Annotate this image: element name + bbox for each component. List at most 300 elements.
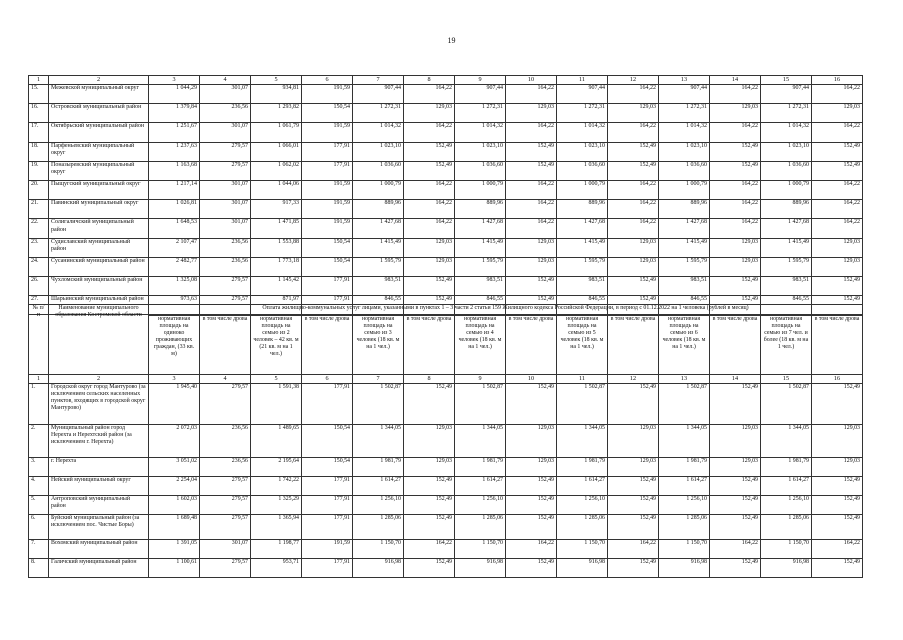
cell-value: 1 251,67 xyxy=(149,123,200,142)
cell-value: 129,03 xyxy=(812,238,863,257)
cell-value: 129,03 xyxy=(812,425,863,458)
column-subheader: в том числе дрова xyxy=(404,316,455,375)
cell-value: 236,56 xyxy=(200,238,251,257)
cell-value: 177,91 xyxy=(302,142,353,161)
cell-value: 1 150,70 xyxy=(659,540,710,559)
cell-value: 152,49 xyxy=(608,296,659,315)
cell-value: 129,03 xyxy=(506,458,557,477)
cell-value: 1 502,87 xyxy=(353,384,404,425)
cell-value: 164,22 xyxy=(812,200,863,219)
cell-value: 1 602,03 xyxy=(149,496,200,515)
cell-value: 150,54 xyxy=(302,425,353,458)
table-row xyxy=(29,85,863,104)
table-row xyxy=(29,180,863,199)
cell-value: 1 344,05 xyxy=(455,425,506,458)
row-number: 19. xyxy=(29,161,49,180)
cell-value: 1 614,27 xyxy=(761,477,812,496)
cell-value: 1 553,88 xyxy=(251,238,302,257)
cell-value: 164,22 xyxy=(404,540,455,559)
cell-value: 301,07 xyxy=(200,85,251,104)
cell-value: 164,22 xyxy=(506,219,557,238)
cell-value: 1 256,10 xyxy=(557,496,608,515)
row-number: 3. xyxy=(29,458,49,477)
cell-value: 129,03 xyxy=(404,458,455,477)
cell-value: 279,57 xyxy=(200,296,251,315)
column-number: 7 xyxy=(353,375,404,384)
cell-value: 164,22 xyxy=(812,180,863,199)
cell-value: 129,03 xyxy=(506,238,557,257)
column-subheader: в том числе дрова xyxy=(710,316,761,375)
cell-value: 152,49 xyxy=(404,142,455,161)
cell-value: 871,97 xyxy=(251,296,302,315)
column-number: 13 xyxy=(659,76,710,85)
cell-value: 2 195,64 xyxy=(251,458,302,477)
cell-value: 279,57 xyxy=(200,477,251,496)
municipality-name: Межевской муниципальный округ xyxy=(49,85,149,104)
municipality-name: Чухломский муниципальный район xyxy=(49,276,149,295)
tariff-table-2 xyxy=(28,304,863,578)
cell-value: 1 595,79 xyxy=(353,257,404,276)
cell-value: 191,59 xyxy=(302,123,353,142)
municipality-name: Шарьинский муниципальный район xyxy=(49,296,149,315)
cell-value: 907,44 xyxy=(659,85,710,104)
cell-value: 1 427,68 xyxy=(659,219,710,238)
cell-value: 1 689,48 xyxy=(149,515,200,540)
table-row xyxy=(29,425,863,458)
column-subheader: в том числе дрова xyxy=(200,316,251,375)
cell-value: 152,49 xyxy=(506,276,557,295)
cell-value: 152,49 xyxy=(608,161,659,180)
cell-value: 1 415,49 xyxy=(557,238,608,257)
column-subheader: нормативная площадь на семью из 3 человек (18 кв. м на 1 чел.) xyxy=(353,316,404,375)
cell-value: 129,03 xyxy=(608,458,659,477)
cell-value: 1 272,31 xyxy=(761,104,812,123)
cell-value: 152,49 xyxy=(608,142,659,161)
column-number: 2 xyxy=(49,76,149,85)
column-number: 1 xyxy=(29,76,49,85)
cell-value: 152,49 xyxy=(506,161,557,180)
cell-value: 1 014,32 xyxy=(659,123,710,142)
cell-value: 1 427,68 xyxy=(455,219,506,238)
cell-value: 1 427,68 xyxy=(761,219,812,238)
cell-value: 152,49 xyxy=(404,515,455,540)
column-number: 10 xyxy=(506,375,557,384)
cell-value: 1 344,05 xyxy=(659,425,710,458)
cell-value: 164,22 xyxy=(710,200,761,219)
cell-value: 1 502,87 xyxy=(761,384,812,425)
cell-value: 152,49 xyxy=(404,161,455,180)
cell-value: 1 415,49 xyxy=(455,238,506,257)
column-subheader: нормативная площадь на одиноко проживающих граждан, (33 кв. м) xyxy=(149,316,200,375)
column-number: 9 xyxy=(455,76,506,85)
cell-value: 1 256,10 xyxy=(659,496,710,515)
tariff-table-continued xyxy=(28,75,863,315)
cell-value: 164,22 xyxy=(812,123,863,142)
cell-value: 152,49 xyxy=(710,477,761,496)
cell-value: 1 471,85 xyxy=(251,219,302,238)
cell-value: 129,03 xyxy=(608,425,659,458)
column-number: 4 xyxy=(200,375,251,384)
table-row xyxy=(29,200,863,219)
cell-value: 152,49 xyxy=(812,384,863,425)
row-number: 26. xyxy=(29,276,49,295)
cell-value: 1 023,10 xyxy=(557,142,608,161)
column-number: 6 xyxy=(302,76,353,85)
cell-value: 152,49 xyxy=(710,384,761,425)
cell-value: 164,22 xyxy=(608,123,659,142)
column-subheader: в том числе дрова xyxy=(506,316,557,375)
cell-value: 129,03 xyxy=(812,458,863,477)
cell-value: 129,03 xyxy=(608,257,659,276)
row-number: 23. xyxy=(29,238,49,257)
column-header-name: Наименование муниципального образования Костромской области xyxy=(49,305,149,375)
cell-value: 1 742,22 xyxy=(251,477,302,496)
cell-value: 191,59 xyxy=(302,540,353,559)
cell-value: 152,49 xyxy=(506,142,557,161)
column-number: 12 xyxy=(608,375,659,384)
cell-value: 889,96 xyxy=(455,200,506,219)
cell-value: 150,54 xyxy=(302,104,353,123)
cell-value: 846,55 xyxy=(455,296,506,315)
cell-value: 1 981,79 xyxy=(455,458,506,477)
cell-value: 164,22 xyxy=(812,85,863,104)
cell-value: 1 595,79 xyxy=(455,257,506,276)
subheader-row xyxy=(29,316,863,375)
column-number: 7 xyxy=(353,76,404,85)
cell-value: 889,96 xyxy=(557,200,608,219)
cell-value: 164,22 xyxy=(608,219,659,238)
cell-value: 917,33 xyxy=(251,200,302,219)
column-subheader: нормативная площадь на семью из 2 человек – 42 кв. м (21 кв. м на 1 чел.) xyxy=(251,316,302,375)
column-subheader: нормативная площадь на семью из 6 человек (18 кв. м на 1 чел.) xyxy=(659,316,710,375)
cell-value: 164,22 xyxy=(710,540,761,559)
column-number: 8 xyxy=(404,76,455,85)
cell-value: 129,03 xyxy=(404,425,455,458)
cell-value: 152,49 xyxy=(710,496,761,515)
row-number: 24. xyxy=(29,257,49,276)
column-number: 4 xyxy=(200,76,251,85)
column-number: 8 xyxy=(404,375,455,384)
municipality-name: Поназыревский муниципальный округ xyxy=(49,161,149,180)
cell-value: 152,49 xyxy=(608,477,659,496)
cell-value: 177,91 xyxy=(302,515,353,540)
cell-value: 164,22 xyxy=(608,85,659,104)
cell-value: 1 272,31 xyxy=(557,104,608,123)
cell-value: 916,98 xyxy=(557,559,608,578)
cell-value: 152,49 xyxy=(506,496,557,515)
cell-value: 152,49 xyxy=(404,496,455,515)
column-number: 12 xyxy=(608,76,659,85)
cell-value: 152,49 xyxy=(608,515,659,540)
column-number: 3 xyxy=(149,76,200,85)
table-row xyxy=(29,477,863,496)
municipality-name: Буйский муниципальный район (за исключением пос. Чистые Боры) xyxy=(49,515,149,540)
column-subheader: нормативная площадь на семью из 4 человек (18 кв. м на 1 чел.) xyxy=(455,316,506,375)
cell-value: 177,91 xyxy=(302,559,353,578)
table-row xyxy=(29,238,863,257)
cell-value: 1 150,70 xyxy=(353,540,404,559)
column-subheader: в том числе дрова xyxy=(812,316,863,375)
cell-value: 152,49 xyxy=(812,161,863,180)
cell-value: 191,59 xyxy=(302,85,353,104)
cell-value: 164,22 xyxy=(404,200,455,219)
cell-value: 1 061,79 xyxy=(251,123,302,142)
column-number: 15 xyxy=(761,375,812,384)
column-number: 3 xyxy=(149,375,200,384)
cell-value: 177,91 xyxy=(302,477,353,496)
cell-value: 1 023,10 xyxy=(659,142,710,161)
page-number: 19 xyxy=(447,36,456,45)
cell-value: 191,59 xyxy=(302,180,353,199)
cell-value: 177,91 xyxy=(302,296,353,315)
cell-value: 152,49 xyxy=(710,296,761,315)
cell-value: 1 325,08 xyxy=(149,276,200,295)
column-subheader: нормативная площадь на семью из 7 чел. и более (18 кв. м на 1 чел.) xyxy=(761,316,812,375)
cell-value: 150,54 xyxy=(302,458,353,477)
cell-value: 983,51 xyxy=(761,276,812,295)
cell-value: 1 415,49 xyxy=(659,238,710,257)
municipality-name: Сусанинский муниципальный район xyxy=(49,257,149,276)
cell-value: 1 595,79 xyxy=(557,257,608,276)
cell-value: 1 036,60 xyxy=(455,161,506,180)
column-number: 14 xyxy=(710,375,761,384)
row-number: 18. xyxy=(29,142,49,161)
cell-value: 1 415,49 xyxy=(761,238,812,257)
cell-value: 152,49 xyxy=(812,296,863,315)
cell-value: 1 773,18 xyxy=(251,257,302,276)
cell-value: 1 981,79 xyxy=(659,458,710,477)
cell-value: 164,22 xyxy=(608,200,659,219)
municipality-name: Павинский муниципальный округ xyxy=(49,200,149,219)
cell-value: 1 614,27 xyxy=(659,477,710,496)
cell-value: 152,49 xyxy=(608,276,659,295)
cell-value: 164,22 xyxy=(404,85,455,104)
cell-value: 1 150,70 xyxy=(455,540,506,559)
cell-value: 1 023,10 xyxy=(761,142,812,161)
column-number-row xyxy=(29,76,863,85)
cell-value: 164,22 xyxy=(404,180,455,199)
cell-value: 2 072,03 xyxy=(149,425,200,458)
municipality-name: Нейский муниципальный округ xyxy=(49,477,149,496)
cell-value: 129,03 xyxy=(506,425,557,458)
cell-value: 973,63 xyxy=(149,296,200,315)
cell-value: 164,22 xyxy=(710,123,761,142)
cell-value: 934,81 xyxy=(251,85,302,104)
cell-value: 953,71 xyxy=(251,559,302,578)
cell-value: 129,03 xyxy=(404,238,455,257)
cell-value: 1 014,32 xyxy=(761,123,812,142)
cell-value: 889,96 xyxy=(353,200,404,219)
cell-value: 279,57 xyxy=(200,142,251,161)
row-number: 21. xyxy=(29,200,49,219)
municipality-name: Городской округ город Мантурово (за исключением сельских населенных пунктов, входящих в городской округ Мантурово) xyxy=(49,384,149,425)
cell-value: 1 591,38 xyxy=(251,384,302,425)
table-row xyxy=(29,515,863,540)
cell-value: 152,49 xyxy=(812,496,863,515)
cell-value: 152,49 xyxy=(404,384,455,425)
cell-value: 164,22 xyxy=(710,180,761,199)
cell-value: 846,55 xyxy=(659,296,710,315)
column-number: 14 xyxy=(710,76,761,85)
row-number: 7. xyxy=(29,540,49,559)
table-row xyxy=(29,142,863,161)
cell-value: 1 945,40 xyxy=(149,384,200,425)
cell-value: 983,51 xyxy=(455,276,506,295)
cell-value: 1 000,79 xyxy=(353,180,404,199)
cell-value: 1 256,10 xyxy=(761,496,812,515)
cell-value: 236,56 xyxy=(200,257,251,276)
cell-value: 279,57 xyxy=(200,161,251,180)
cell-value: 1 379,84 xyxy=(149,104,200,123)
cell-value: 129,03 xyxy=(710,104,761,123)
cell-value: 1 237,63 xyxy=(149,142,200,161)
column-number: 11 xyxy=(557,76,608,85)
cell-value: 846,55 xyxy=(353,296,404,315)
cell-value: 164,22 xyxy=(506,200,557,219)
cell-value: 152,49 xyxy=(506,384,557,425)
cell-value: 983,51 xyxy=(659,276,710,295)
row-number: 20. xyxy=(29,180,49,199)
cell-value: 129,03 xyxy=(710,238,761,257)
cell-value: 1 981,79 xyxy=(353,458,404,477)
cell-value: 1 000,79 xyxy=(761,180,812,199)
cell-value: 2 254,04 xyxy=(149,477,200,496)
table-row xyxy=(29,104,863,123)
cell-value: 191,59 xyxy=(302,219,353,238)
table-row xyxy=(29,276,863,295)
cell-value: 152,49 xyxy=(506,296,557,315)
cell-value: 1 648,53 xyxy=(149,219,200,238)
cell-value: 916,98 xyxy=(761,559,812,578)
cell-value: 177,91 xyxy=(302,161,353,180)
table-row xyxy=(29,540,863,559)
municipality-name: Пыщугский муниципальный округ xyxy=(49,180,149,199)
cell-value: 907,44 xyxy=(455,85,506,104)
cell-value: 152,49 xyxy=(710,276,761,295)
cell-value: 1 044,06 xyxy=(251,180,302,199)
table-row xyxy=(29,123,863,142)
cell-value: 1 365,94 xyxy=(251,515,302,540)
column-subheader: в том числе дрова xyxy=(608,316,659,375)
cell-value: 301,07 xyxy=(200,123,251,142)
cell-value: 191,59 xyxy=(302,200,353,219)
cell-value: 916,98 xyxy=(659,559,710,578)
cell-value: 301,07 xyxy=(200,200,251,219)
cell-value: 907,44 xyxy=(557,85,608,104)
column-header-no: № п/п xyxy=(29,305,49,375)
row-number: 5. xyxy=(29,496,49,515)
cell-value: 129,03 xyxy=(404,257,455,276)
column-number: 6 xyxy=(302,375,353,384)
cell-value: 1 044,29 xyxy=(149,85,200,104)
cell-value: 279,57 xyxy=(200,384,251,425)
cell-value: 152,49 xyxy=(812,477,863,496)
cell-value: 1 272,31 xyxy=(455,104,506,123)
cell-value: 150,54 xyxy=(302,238,353,257)
cell-value: 164,22 xyxy=(506,540,557,559)
cell-value: 129,03 xyxy=(608,104,659,123)
cell-value: 1 000,79 xyxy=(659,180,710,199)
table-row xyxy=(29,458,863,477)
cell-value: 152,49 xyxy=(506,559,557,578)
cell-value: 1 036,60 xyxy=(761,161,812,180)
cell-value: 236,56 xyxy=(200,425,251,458)
cell-value: 1 595,79 xyxy=(761,257,812,276)
table-caption: Оплата жилищно-коммунальных услуг лицами, указанными в пунктах 1 – 3 части 2 статьи 159 Жилищного кодекса Российской Федерации, в период с 01.12.2022 на 1 человека (рублей в месяц) xyxy=(149,305,863,316)
cell-value: 1 285,06 xyxy=(659,515,710,540)
cell-value: 129,03 xyxy=(812,104,863,123)
cell-value: 1 285,06 xyxy=(557,515,608,540)
column-number: 5 xyxy=(251,375,302,384)
municipality-name: Солигаличский муниципальный район xyxy=(49,219,149,238)
cell-value: 129,03 xyxy=(404,104,455,123)
cell-value: 164,22 xyxy=(404,219,455,238)
cell-value: 1 981,79 xyxy=(557,458,608,477)
cell-value: 279,57 xyxy=(200,276,251,295)
cell-value: 1 036,60 xyxy=(353,161,404,180)
cell-value: 301,07 xyxy=(200,540,251,559)
cell-value: 164,22 xyxy=(506,180,557,199)
cell-value: 150,54 xyxy=(302,257,353,276)
cell-value: 1 014,32 xyxy=(455,123,506,142)
cell-value: 1 344,05 xyxy=(557,425,608,458)
row-number: 8. xyxy=(29,559,49,578)
column-number: 2 xyxy=(49,375,149,384)
cell-value: 1 427,68 xyxy=(557,219,608,238)
cell-value: 1 272,31 xyxy=(659,104,710,123)
cell-value: 916,98 xyxy=(455,559,506,578)
table-header-row xyxy=(29,305,863,316)
cell-value: 1 595,79 xyxy=(659,257,710,276)
cell-value: 1 391,05 xyxy=(149,540,200,559)
cell-value: 129,03 xyxy=(710,458,761,477)
cell-value: 1 614,27 xyxy=(557,477,608,496)
cell-value: 846,55 xyxy=(557,296,608,315)
cell-value: 1 217,14 xyxy=(149,180,200,199)
column-number: 16 xyxy=(812,375,863,384)
cell-value: 1 036,60 xyxy=(659,161,710,180)
cell-value: 164,22 xyxy=(812,540,863,559)
table-row xyxy=(29,559,863,578)
cell-value: 152,49 xyxy=(404,477,455,496)
cell-value: 1 026,81 xyxy=(149,200,200,219)
cell-value: 152,49 xyxy=(710,559,761,578)
cell-value: 164,22 xyxy=(608,540,659,559)
column-number-row xyxy=(29,375,863,384)
cell-value: 152,49 xyxy=(404,276,455,295)
cell-value: 152,49 xyxy=(812,559,863,578)
cell-value: 152,49 xyxy=(506,477,557,496)
cell-value: 846,55 xyxy=(761,296,812,315)
cell-value: 152,49 xyxy=(710,515,761,540)
row-number: 4. xyxy=(29,477,49,496)
cell-value: 1 415,49 xyxy=(353,238,404,257)
row-number: 2. xyxy=(29,425,49,458)
cell-value: 152,49 xyxy=(608,496,659,515)
municipality-name: Островский муниципальный район xyxy=(49,104,149,123)
cell-value: 279,57 xyxy=(200,559,251,578)
cell-value: 1 000,79 xyxy=(557,180,608,199)
table-row xyxy=(29,161,863,180)
cell-value: 1 285,06 xyxy=(761,515,812,540)
cell-value: 177,91 xyxy=(302,384,353,425)
cell-value: 236,56 xyxy=(200,104,251,123)
row-number: 1. xyxy=(29,384,49,425)
cell-value: 1 285,06 xyxy=(353,515,404,540)
cell-value: 1 100,61 xyxy=(149,559,200,578)
cell-value: 1 150,70 xyxy=(557,540,608,559)
cell-value: 301,07 xyxy=(200,180,251,199)
